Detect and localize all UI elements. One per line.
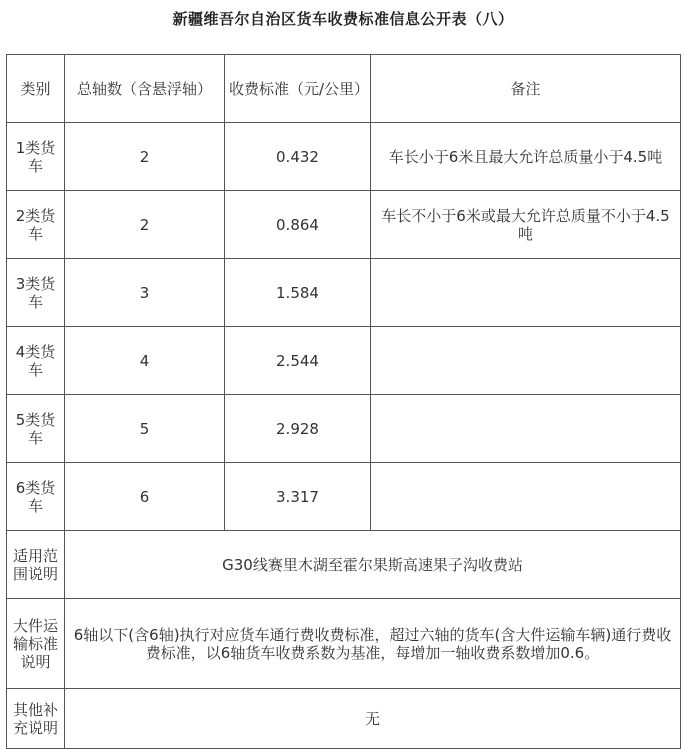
note-cell: 车长不小于6米或最大允许总质量不小于4.5吨 xyxy=(371,191,681,259)
header-axles: 总轴数（含悬浮轴） xyxy=(65,55,225,123)
rate-cell: 1.584 xyxy=(225,259,371,327)
rate-cell: 0.432 xyxy=(225,123,371,191)
rate-cell: 2.544 xyxy=(225,327,371,395)
other-value: 无 xyxy=(65,689,681,749)
table-row xyxy=(7,191,681,259)
header-note: 备注 xyxy=(371,55,681,123)
category-cell: 6类货车 xyxy=(7,463,65,531)
oversize-label: 大件运输标准说明 xyxy=(7,599,65,689)
header-rate: 收费标准（元/公里） xyxy=(225,55,371,123)
note-cell xyxy=(371,327,681,395)
oversize-row xyxy=(7,599,681,689)
category-cell: 4类货车 xyxy=(7,327,65,395)
table-row xyxy=(7,327,681,395)
header-category: 类别 xyxy=(7,55,65,123)
other-row xyxy=(7,689,681,749)
axles-cell: 2 xyxy=(65,191,225,259)
scope-value: G30线赛里木湖至霍尔果斯高速果子沟收费站 xyxy=(65,531,681,599)
note-cell xyxy=(371,395,681,463)
table-row xyxy=(7,395,681,463)
oversize-value: 6轴以下(含6轴)执行对应货车通行费收费标准，超过六轴的货车(含大件运输车辆)通行费收费标准，以6轴货车收费系数为基准，每增加一轴收费系数增加0.6。 xyxy=(65,599,681,689)
axles-cell: 3 xyxy=(65,259,225,327)
rate-cell: 3.317 xyxy=(225,463,371,531)
rate-cell: 2.928 xyxy=(225,395,371,463)
axles-cell: 6 xyxy=(65,463,225,531)
category-cell: 2类货车 xyxy=(7,191,65,259)
axles-cell: 5 xyxy=(65,395,225,463)
rate-cell: 0.864 xyxy=(225,191,371,259)
scope-label: 适用范围说明 xyxy=(7,531,65,599)
header-row xyxy=(7,55,681,123)
table-row xyxy=(7,463,681,531)
note-cell xyxy=(371,463,681,531)
fee-table xyxy=(6,54,681,749)
other-label: 其他补充说明 xyxy=(7,689,65,749)
category-cell: 3类货车 xyxy=(7,259,65,327)
table-row xyxy=(7,259,681,327)
scope-row xyxy=(7,531,681,599)
axles-cell: 2 xyxy=(65,123,225,191)
category-cell: 1类货车 xyxy=(7,123,65,191)
page-title: 新疆维吾尔自治区货车收费标准信息公开表（八） xyxy=(172,10,514,28)
category-cell: 5类货车 xyxy=(7,395,65,463)
table-row xyxy=(7,123,681,191)
note-cell: 车长小于6米且最大允许总质量小于4.5吨 xyxy=(371,123,681,191)
axles-cell: 4 xyxy=(65,327,225,395)
note-cell xyxy=(371,259,681,327)
